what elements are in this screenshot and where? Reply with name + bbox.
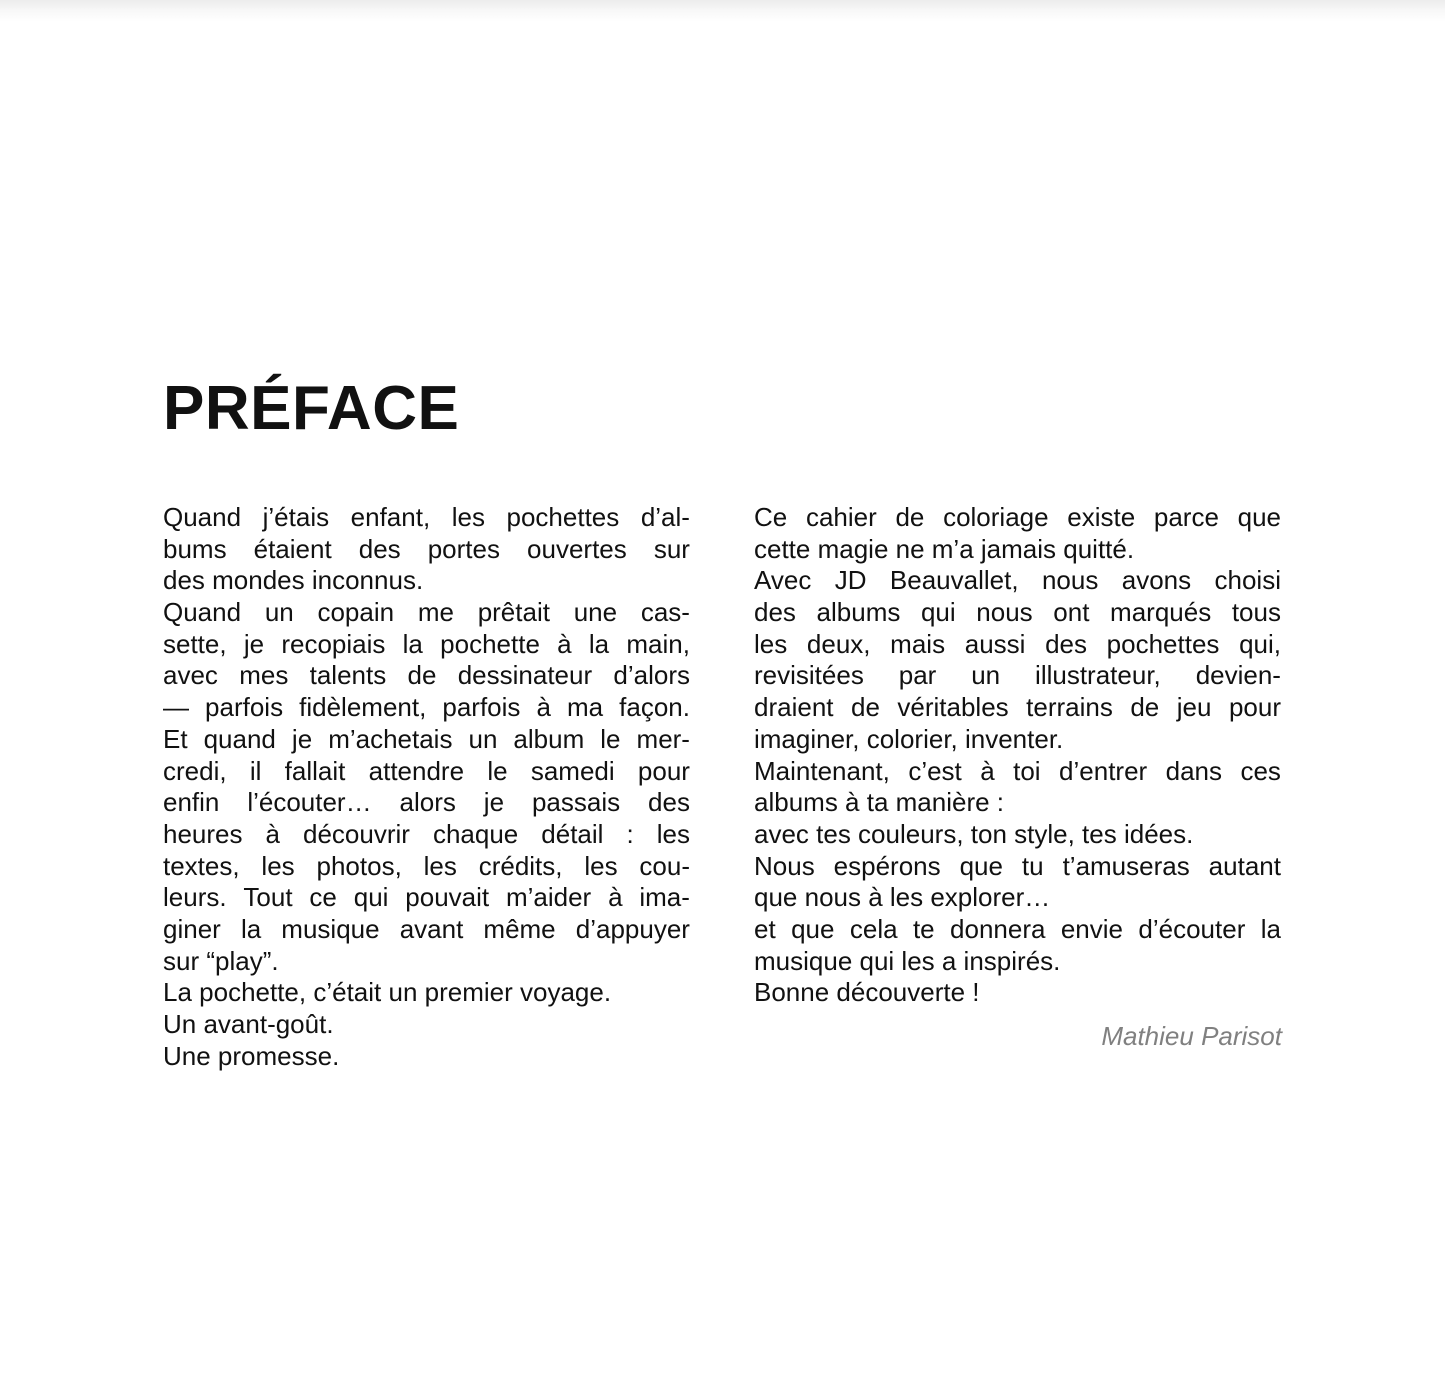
text-line: credi, il fallait attendre le samedi pour (163, 755, 690, 786)
text-line: les deux, mais aussi des pochettes qui, (754, 628, 1281, 659)
text-line: cette magie ne m’a jamais quitté. (754, 533, 1135, 564)
text-line: Un avant-goût. (163, 1009, 334, 1039)
text-line: et que cela te donnera envie d’écouter la (754, 913, 1281, 944)
text-line: revisitées par un illustrateur, devien- (754, 660, 1281, 691)
page-title: PRÉFACE (163, 374, 460, 443)
author-signature: Mathieu Parisot (1101, 1021, 1282, 1051)
text-line: Ce cahier de coloriage existe parce que (754, 502, 1281, 532)
text-line: Maintenant, c’est à toi d’entrer dans ces (754, 755, 1281, 786)
text-line: Quand un copain me prêtait une cas- (163, 597, 690, 628)
text-line: imaginer, colorier, inventer. (754, 723, 1064, 754)
preface-column-right (754, 502, 1281, 1009)
text-line: textes, les photos, les crédits, les cou- (163, 850, 690, 881)
text-line: Et quand je m’achetais un album le mer- (163, 723, 690, 754)
text-line: Bonne découverte ! (754, 977, 980, 1008)
text-line: heures à découvrir chaque détail : les (163, 818, 690, 849)
page-top-shadow (0, 0, 1445, 22)
text-line: Avec JD Beauvallet, nous avons choisi (754, 565, 1281, 596)
text-line: avec mes talents de dessinateur d’alors (163, 660, 690, 691)
text-line: musique qui les a inspirés. (754, 945, 1061, 976)
text-line: Nous espérons que tu t’amuseras autant (754, 850, 1281, 881)
text-line: La pochette, c’était un premier voyage. (163, 977, 612, 1008)
text-line: leurs. Tout ce qui pouvait m’aider à ima- (163, 882, 690, 913)
text-line: Une promesse. (163, 1040, 340, 1071)
text-line: avec tes couleurs, ton style, tes idées. (754, 818, 1194, 849)
text-line: sette, je recopiais la pochette à la main, (163, 628, 690, 659)
text-line: albums à ta manière : (754, 787, 1005, 818)
text-line: — parfois fidèlement, parfois à ma façon. (163, 692, 690, 723)
text-line: draient de véritables terrains de jeu pour (754, 692, 1281, 723)
text-line: des albums qui nous ont marqués tous (754, 597, 1281, 628)
text-line: sur “play”. (163, 945, 279, 976)
preface-column-left (163, 502, 690, 1072)
text-line: giner la musique avant même d’appuyer (163, 913, 690, 944)
text-line: enfin l’écouter… alors je passais des (163, 787, 690, 818)
text-line: Quand j’étais enfant, les pochettes d’al- (163, 502, 690, 532)
text-line: des mondes inconnus. (163, 565, 424, 596)
text-line: bums étaient des portes ouvertes sur (163, 533, 690, 564)
text-line: que nous à les explorer… (754, 882, 1051, 913)
